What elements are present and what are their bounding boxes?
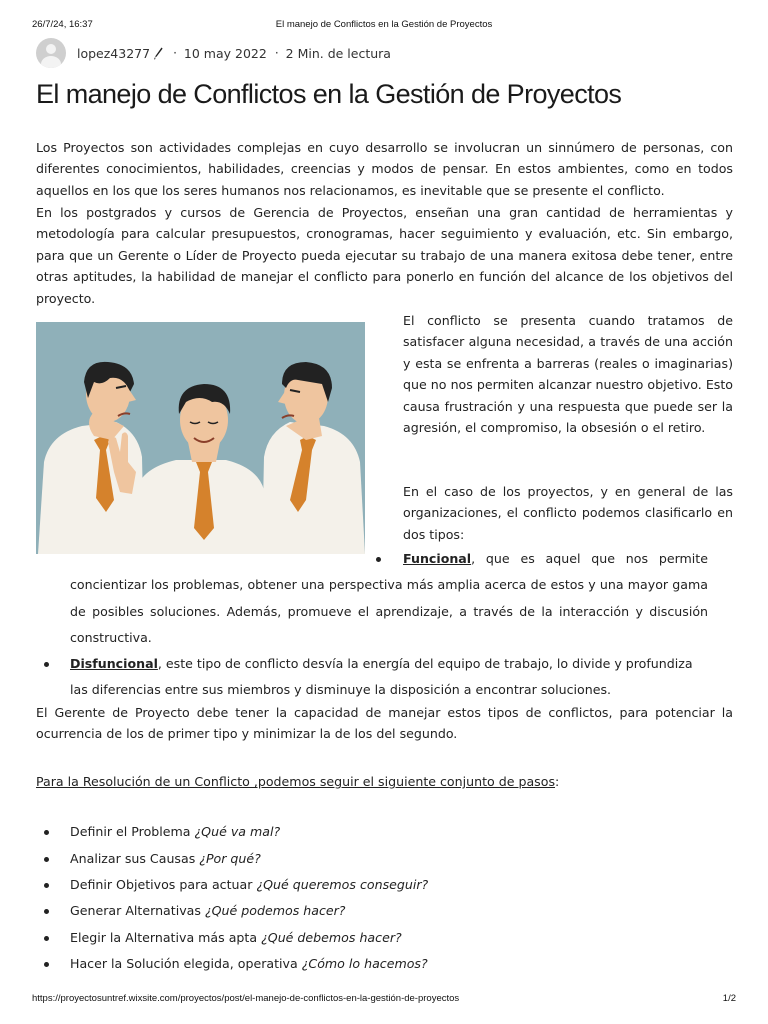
step-question: ¿Qué debemos hacer? bbox=[261, 930, 402, 945]
paragraph: En los postgrados y cursos de Gerencia de Proyectos, enseñan una gran cantidad de herramientas y metodología para calcular presupuestos, cronogramas, hacer seguimiento y evaluación, etc. Sin embargo, para que un Gerente o Líder de Proyecto pueda ejecutar su trabajo de una manera exitosa debe tener, entre otras aptitudes, la habilidad de manejar el conflicto para ponerlo en función del alcance de los objetivos del proyecto. bbox=[36, 205, 733, 306]
author-link[interactable]: lopez43277 bbox=[77, 45, 151, 61]
post-date: 10 may 2022 bbox=[183, 45, 267, 61]
type-first-line-text: , este tipo de conflicto desvía la energía del equipo de trabajo, lo divide y profundiza bbox=[157, 656, 693, 671]
paragraph: El Gerente de Proyecto debe tener la capacidad de manejar estos tipos de conflictos, para potenciar la ocurrencia de los de primer tipo y minimizar la de los del segundo. bbox=[36, 705, 733, 742]
list-item bbox=[70, 902, 346, 920]
steps-intro bbox=[36, 771, 733, 792]
step-question: ¿Cómo lo hacemos? bbox=[301, 956, 428, 971]
step-text: Hacer la Solución elegida, operativa bbox=[70, 956, 302, 971]
paragraph: En el caso de los proyectos, y en general de las organizaciones, el conflicto podemos clasificarlo en dos tipos: bbox=[403, 484, 733, 542]
steps-intro-colon: : bbox=[555, 774, 560, 789]
type-description: concientizar los problemas, obtener una perspectiva más amplia acerca de estos y una mayor gama de posibles soluciones. Además, promueve el aprendizaje, a través de la interacción y discusión constructiva. bbox=[70, 577, 708, 646]
step-text: Analizar sus Causas bbox=[70, 851, 200, 866]
type-first-line bbox=[70, 651, 710, 678]
bullet bbox=[44, 662, 49, 667]
avatar[interactable] bbox=[36, 38, 66, 68]
step-text: Generar Alternativas bbox=[70, 903, 205, 918]
print-header bbox=[32, 19, 736, 33]
step-question: ¿Qué queremos conseguir? bbox=[256, 877, 429, 892]
list-item bbox=[70, 850, 261, 868]
pen-icon bbox=[154, 47, 163, 60]
print-url: https://proyectosuntref.wixsite.com/proyectos/post/el-manejo-de-conflictos-en-la-gestión-de-proyectos bbox=[32, 993, 460, 1004]
list-item bbox=[70, 929, 402, 947]
print-page-title: El manejo de Conflictos en la Gestión de Proyectos bbox=[275, 19, 493, 30]
step-text: Definir Objetivos para actuar bbox=[70, 877, 257, 892]
type-description: las diferencias entre sus miembros y disminuye la disposición a encontrar soluciones. bbox=[70, 682, 612, 697]
type-term: Funcional bbox=[403, 551, 472, 566]
post-meta bbox=[36, 37, 391, 69]
meta-separator: · bbox=[173, 46, 177, 60]
step-text: Definir el Problema bbox=[70, 824, 195, 839]
list-item bbox=[70, 876, 428, 894]
conflict-illustration bbox=[36, 322, 365, 554]
meta-separator: · bbox=[274, 46, 279, 60]
type-first-line-text: , que es aquel que nos permite bbox=[471, 551, 708, 566]
bullet bbox=[376, 557, 381, 562]
step-question: ¿Qué podemos hacer? bbox=[204, 903, 346, 918]
step-question: ¿Qué va mal? bbox=[194, 824, 281, 839]
type-term: Disfuncional bbox=[70, 656, 158, 671]
read-time: 2 Min. de lectura bbox=[285, 45, 391, 61]
paragraph: Los Proyectos son actividades complejas en cuyo desarrollo se involucran un sinnúmero de personas, con diferentes conocimientos, habilidades, creencias y modos de pensar. En estos ambientes, como en todos aquellos en los que los seres humanos nos relacionamos, es inevitable que se presente el conflicto. bbox=[36, 140, 733, 198]
type-first-line bbox=[403, 546, 708, 573]
print-footer bbox=[32, 993, 736, 1007]
print-page-number: 1/2 bbox=[722, 993, 736, 1004]
list-item bbox=[70, 955, 428, 973]
steps-intro-text: Para la Resolución de un Conflicto ,podemos seguir el siguiente conjunto de pasos bbox=[36, 774, 556, 789]
post-title: El manejo de Conflictos en la Gestión de Proyectos bbox=[36, 79, 622, 109]
paragraph: El conflicto se presenta cuando tratamos de satisfacer alguna necesidad, a través de una acción y esta se enfrenta a barreras (reales o imaginarias) que no nos permiten alcanzar nuestro objetivo. Esto causa frustración y una respuesta que puede ser la agresión, el compromiso, la obsesión o el retiro. bbox=[403, 313, 733, 436]
print-datetime: 26/7/24, 16:37 bbox=[32, 19, 93, 30]
step-text: Elegir la Alternativa más apta bbox=[70, 930, 262, 945]
list-item bbox=[70, 823, 280, 841]
step-question: ¿Por qué? bbox=[199, 851, 261, 866]
